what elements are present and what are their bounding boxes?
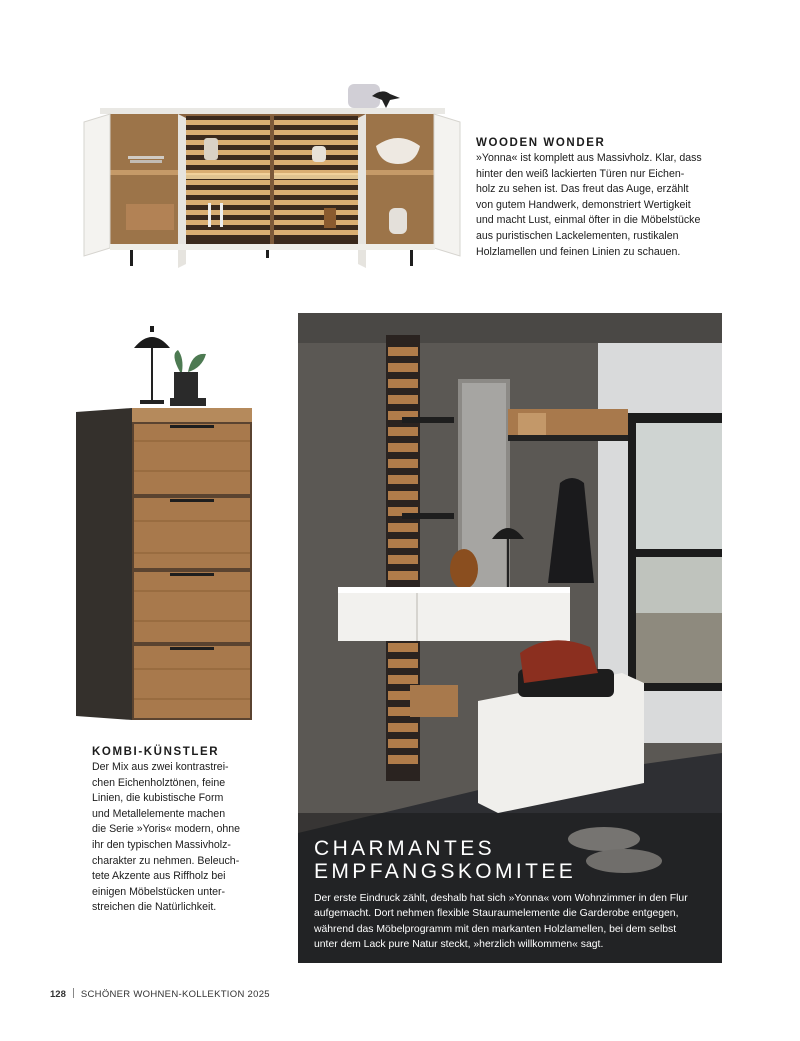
body-line: die Serie »Yoris« modern, ohne bbox=[92, 823, 241, 836]
section-heading: WOODEN WONDER bbox=[476, 137, 606, 149]
section-heading: KOMBI-KÜNSTLER bbox=[92, 746, 220, 758]
body-line: holz zu sehen ist. Das freut das Auge, erzählt bbox=[476, 183, 689, 196]
caption-line: während das Möbelprogramm mit den markanten Holzlamellen, bei dem selbst bbox=[314, 923, 677, 935]
body-line: einigen Möbelstücken unter- bbox=[92, 885, 226, 898]
body-line: chen Eichenholztönen, feine bbox=[92, 776, 226, 789]
body-line: und macht Lust, einmal öfter in die Möbelstücke bbox=[476, 214, 701, 227]
caption-line: aufgemacht. Dort nehmen flexible Stauraumelemente die Garderobe entgegen, bbox=[314, 908, 679, 920]
body-line: Der Mix aus zwei kontrastrei- bbox=[92, 761, 229, 773]
body-line: ihr den typischen Massivholz- bbox=[92, 838, 231, 851]
kombi-kuenstler-section bbox=[92, 746, 267, 916]
sideboard-image bbox=[80, 78, 465, 273]
body-line: charakter zu nehmen. Beleuch- bbox=[92, 854, 240, 867]
publication-name: SCHÖNER WOHNEN-KOLLEKTION 2025 bbox=[80, 989, 270, 1000]
hallway-photo bbox=[298, 313, 722, 963]
body-line: streichen die Natürlichkeit. bbox=[92, 901, 217, 914]
page-number: 128 bbox=[50, 989, 66, 1000]
body-line: tete Akzente aus Riffholz bei bbox=[92, 870, 226, 883]
caption-line: unter dem Lack pure Natur steckt, »herzlich willkommen« sagt. bbox=[314, 939, 604, 951]
body-line: und Metallelemente machen bbox=[92, 807, 226, 820]
page-footer bbox=[50, 988, 270, 1000]
section-body bbox=[92, 760, 267, 916]
photo-caption bbox=[314, 891, 714, 953]
photo-title-line: EMPFANGSKOMITEE bbox=[314, 860, 577, 883]
body-line: Linien, die kubistische Form bbox=[92, 792, 224, 805]
body-line: »Yonna« ist komplett aus Massivholz. Klar, dass bbox=[476, 152, 702, 164]
photo-title-line: CHARMANTES bbox=[314, 837, 496, 860]
chest-of-drawers-image bbox=[70, 320, 260, 730]
footer-divider bbox=[73, 988, 74, 998]
wooden-wonder-section bbox=[476, 137, 726, 260]
section-body bbox=[476, 151, 726, 260]
body-line: hinter den weiß lackierten Türen nur Eichen- bbox=[476, 167, 685, 180]
photo-title bbox=[314, 837, 576, 883]
body-line: von gutem Handwerk, demonstriert Wertigkeit bbox=[476, 198, 691, 211]
body-line: Holzlamellen und feinen Linien zu schauen. bbox=[476, 245, 681, 258]
caption-line: Der erste Eindruck zählt, deshalb hat sich »Yonna« vom Wohnzimmer in den Flur bbox=[314, 893, 688, 904]
body-line: aus puristischen Lackelementen, rustikalen bbox=[476, 229, 679, 242]
